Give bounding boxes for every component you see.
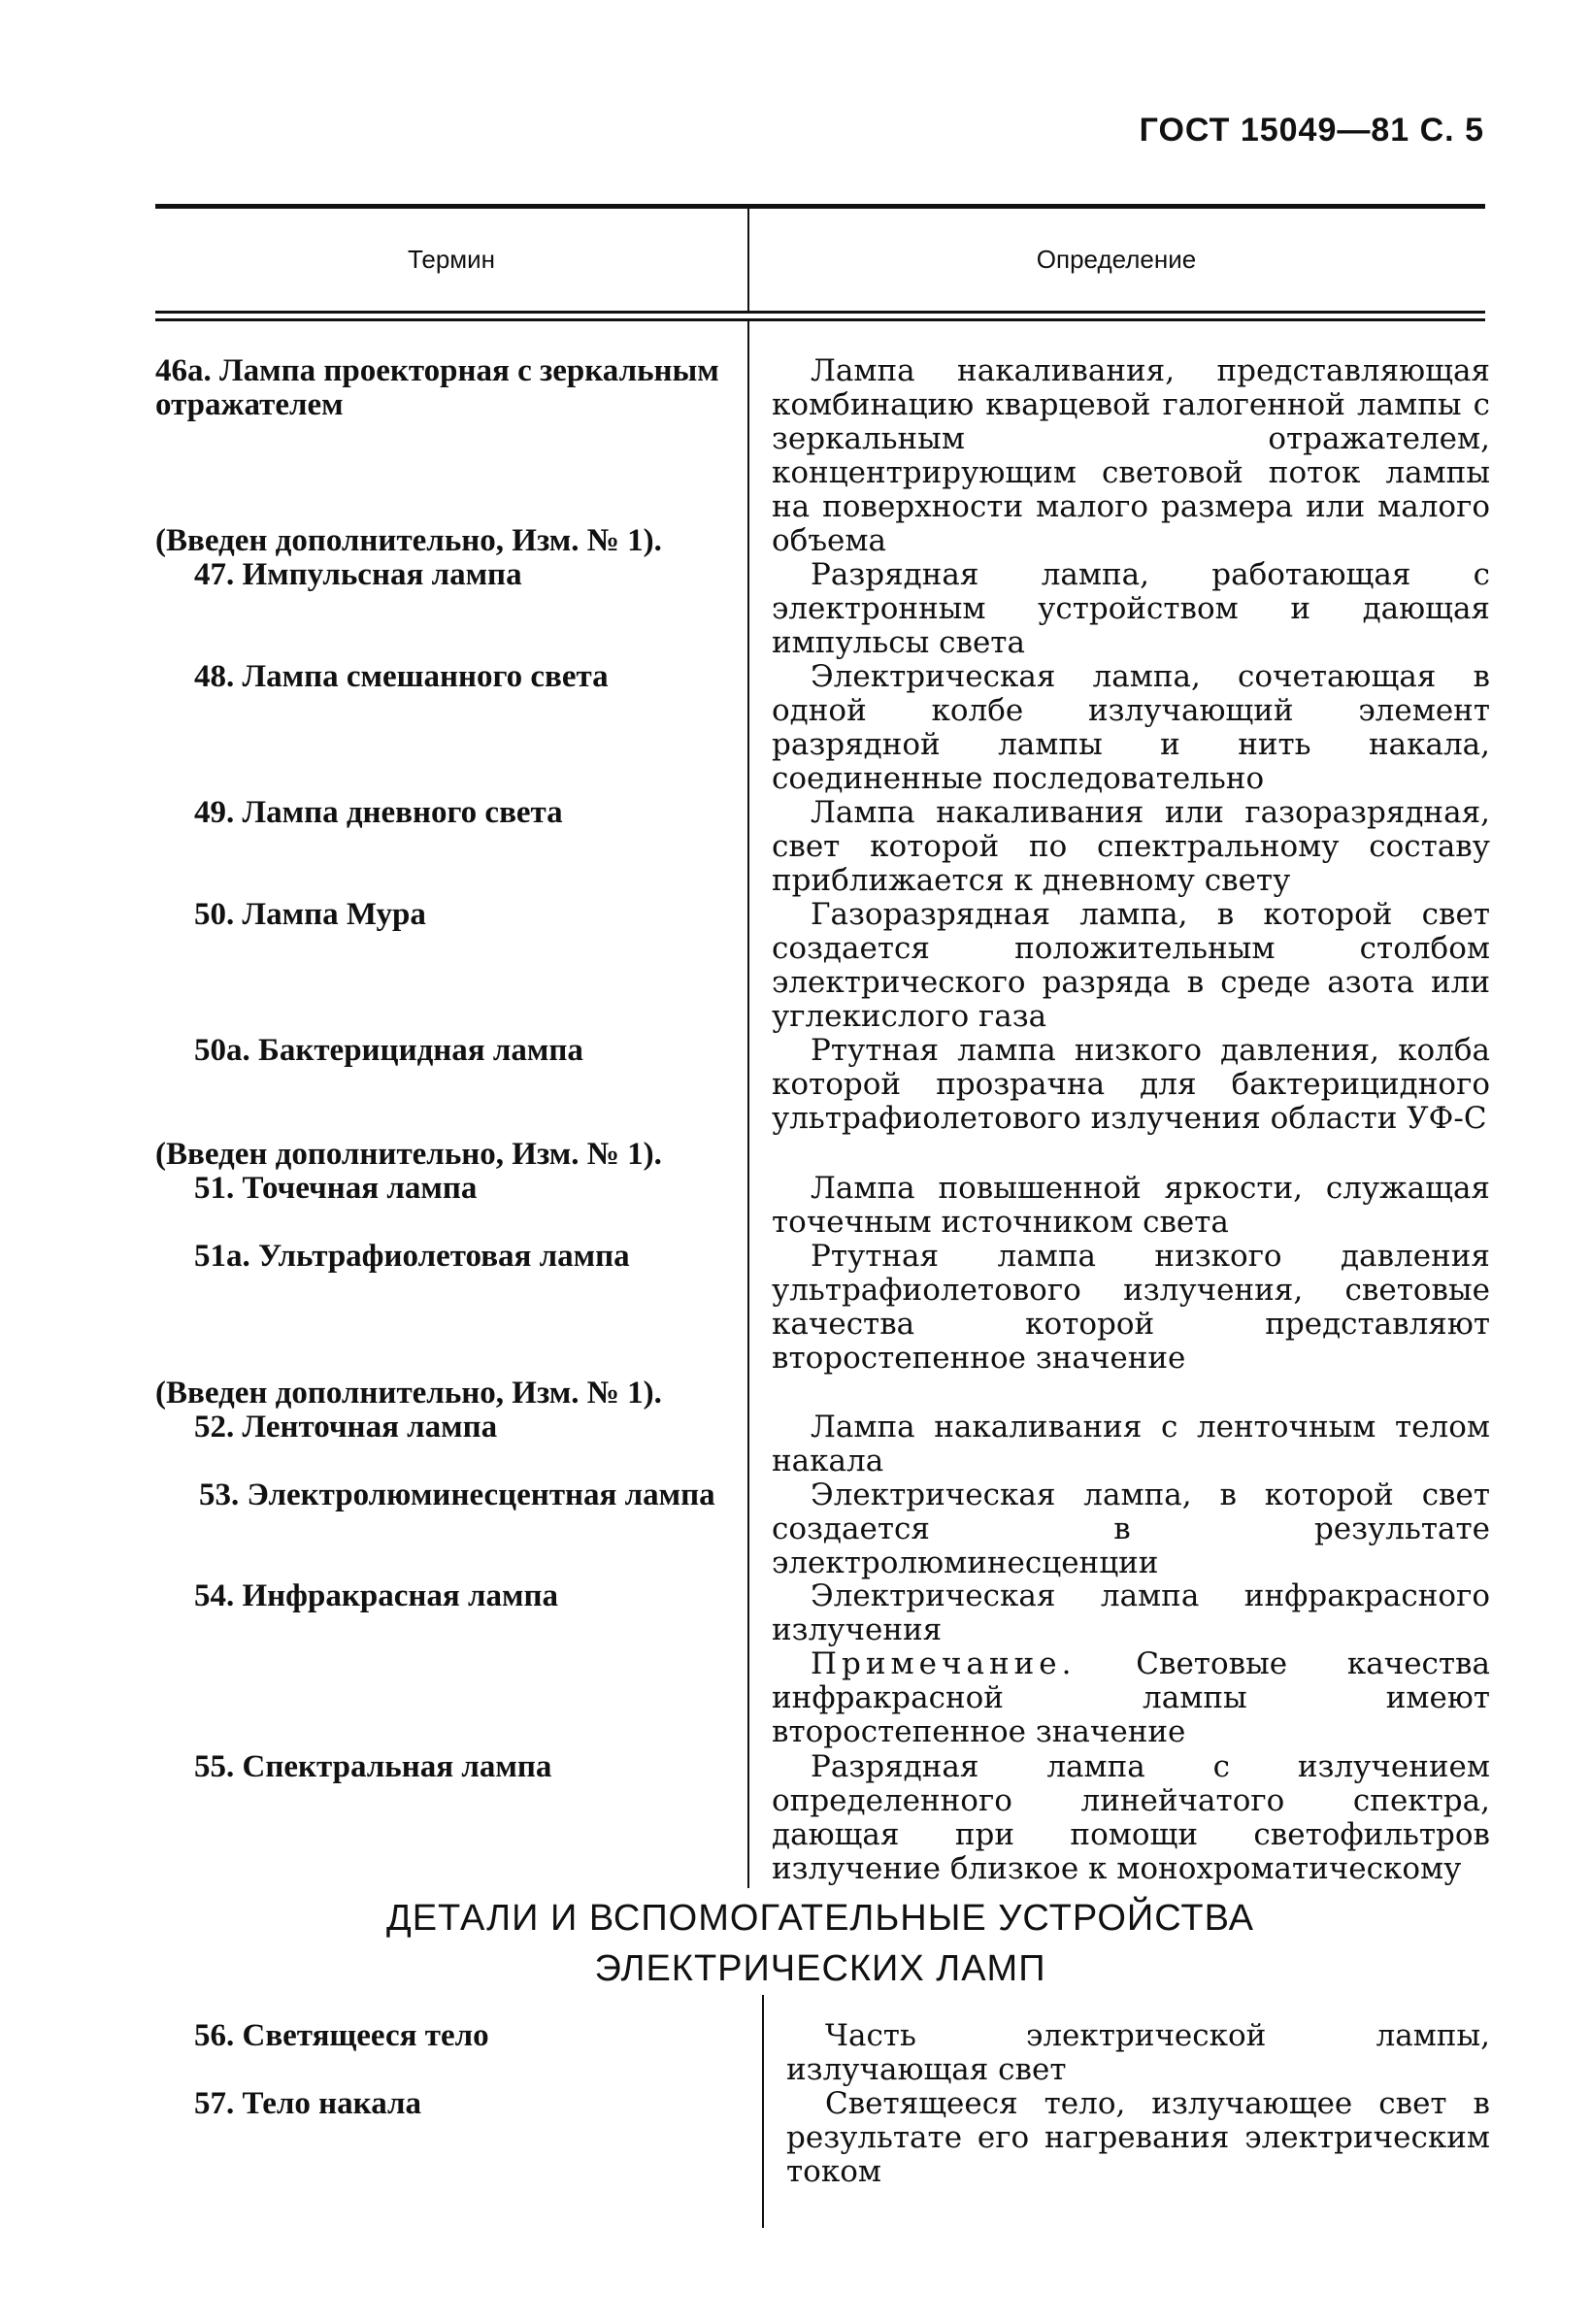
note-label: Примечание. (811, 1646, 1077, 1681)
definition-54: Электрическая лампа инфракрасного излучения (772, 1578, 1490, 1647)
section-title-line2: ЭЛЕКТРИЧЕСКИХ ЛАМП (594, 1948, 1046, 1989)
term-47: 47. Импульсная лампа (194, 557, 522, 592)
definition-47: Разрядная лампа, работающая с электронным устройством и дающая импульсы света (772, 557, 1490, 660)
term-56: 56. Светящееся тело (194, 2018, 489, 2053)
term-48: 48. Лампа смешанного света (194, 659, 609, 694)
definition-55: Разрядная лампа с излучением определенного линейчатого спектра, дающая при помощи светофильтров излучение близкое к монохроматическому (772, 1749, 1490, 1886)
term-51a: 51а. Ультрафиолетовая лампа (194, 1239, 630, 1274)
column-header-definition: Определение (1036, 245, 1197, 274)
definition-52: Лампа накаливания с ленточным телом накала (772, 1410, 1490, 1478)
top-rule (155, 204, 1485, 209)
definition-51a: Ртутная лампа низкого давления ультрафиолетового излучения, световые качества которой представляют второстепенное значение (772, 1239, 1490, 1376)
column-header-term: Термин (407, 245, 496, 274)
term-50a: 50а. Бактерицидная лампа (194, 1033, 583, 1068)
note-text: Световые качества инфракрасной лампы имеют второстепенное значение (772, 1646, 1490, 1749)
definition-46a: Лампа накаливания, представляющая комбинацию кварцевой галогенной лампы с зеркальным отражателем, концентрирующим световой поток лампы на поверхности малого размера или малого объема (772, 353, 1490, 558)
definition-48: Электрическая лампа, сочетающая в одной колбе излучающий элемент разрядной лампы и нить накала, соединенные последовательно (772, 659, 1490, 796)
term-51: 51. Точечная лампа (194, 1171, 478, 1206)
term-55: 55. Спектральная лампа (194, 1749, 552, 1784)
definition-49: Лампа накаливания или газоразрядная, свет которой по спектральному составу приближается к дневному свету (772, 795, 1490, 898)
header-column-divider (747, 209, 749, 311)
section-title-line1: ДЕТАЛИ И ВСПОМОГАТЕЛЬНЫЕ УСТРОЙСТВА (385, 1898, 1255, 1939)
term-57: 57. Тело накала (194, 2086, 421, 2121)
term-49: 49. Лампа дневного света (194, 795, 563, 830)
definition-53: Электрическая лампа, в которой свет создается в результате электролюминесценции (772, 1477, 1490, 1580)
header-double-rule (155, 311, 1485, 321)
term-50: 50. Лампа Мура (194, 897, 426, 932)
term-54: 54. Инфракрасная лампа (194, 1578, 559, 1613)
table2-column-divider (762, 1995, 764, 2228)
page-header: ГОСТ 15049—81 С. 5 (1139, 112, 1484, 149)
definition-57: Светящееся тело, излучающее свет в результате его нагревания электрическим током (786, 2086, 1490, 2189)
note-54 (772, 1647, 1490, 1749)
definition-50a: Ртутная лампа низкого давления, колба которой прозрачна для бактерицидного ультрафиолетового излучения области УФ-С (772, 1033, 1490, 1136)
amendment-note: (Введен дополнительно, Изм. № 1). (155, 1137, 662, 1172)
term-52: 52. Ленточная лампа (194, 1410, 498, 1444)
definition-56: Часть электрической лампы, излучающая свет (786, 2018, 1490, 2087)
amendment-note: (Введен дополнительно, Изм. № 1). (155, 523, 662, 558)
section-title (155, 1893, 1485, 1994)
amendment-note: (Введен дополнительно, Изм. № 1). (155, 1376, 662, 1411)
definition-50: Газоразрядная лампа, в которой свет создается положительным столбом электрического разряда в среде азота или углекислого газа (772, 897, 1490, 1034)
term-46a: 46а. Лампа проекторная с зеркальным отражателем (155, 353, 719, 422)
term-53: 53. Электролюминесцентная лампа (199, 1477, 715, 1512)
definition-51: Лампа повышенной яркости, служащая точечным источником света (772, 1171, 1490, 1240)
